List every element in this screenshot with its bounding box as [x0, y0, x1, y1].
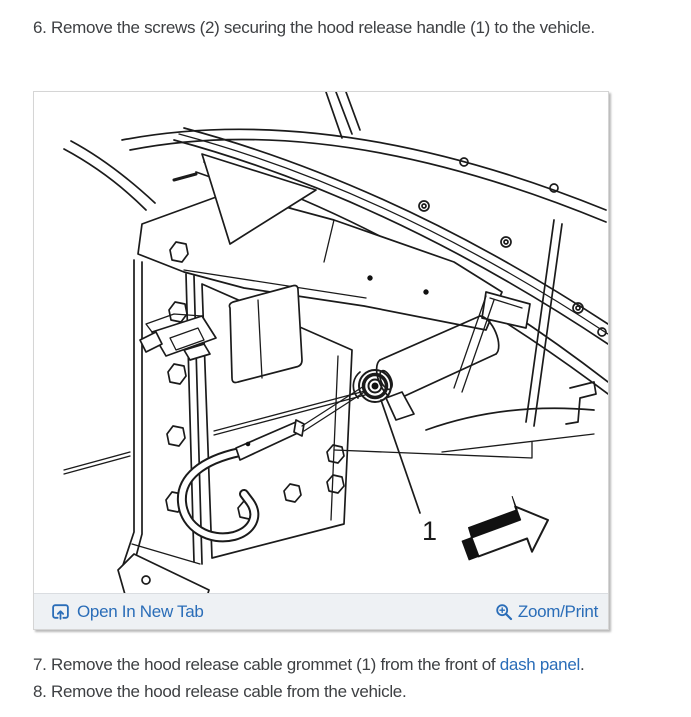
- zoom-magnifier-icon: [495, 603, 513, 621]
- step-7-text: [33, 651, 691, 678]
- hood-release-diagram: [34, 92, 608, 593]
- step-7-suffix: .: [579, 655, 585, 674]
- open-in-new-tab-icon: [51, 602, 70, 621]
- dash-panel-link[interactable]: dash panel: [499, 655, 580, 674]
- open-in-new-tab-label: Open In New Tab: [77, 601, 204, 621]
- diagram-viewer-panel: [33, 91, 609, 630]
- viewer-toolbar: [34, 593, 608, 629]
- step-8-text: 8. Remove the hood release cable from the vehicle.: [33, 682, 407, 701]
- step-6-text: 6. Remove the screws (2) securing the hood release handle (1) to the vehicle.: [33, 18, 595, 37]
- diagram-image: [34, 92, 608, 593]
- steps-after-figure: [33, 651, 691, 705]
- callout-1-label: 1: [422, 516, 437, 546]
- zoom-print-label: Zoom/Print: [517, 601, 598, 621]
- open-in-new-tab-button[interactable]: [51, 602, 204, 622]
- step-7-prefix: 7. Remove the hood release cable grommet (1) from the front of: [33, 655, 500, 674]
- zoom-print-button[interactable]: [495, 602, 598, 622]
